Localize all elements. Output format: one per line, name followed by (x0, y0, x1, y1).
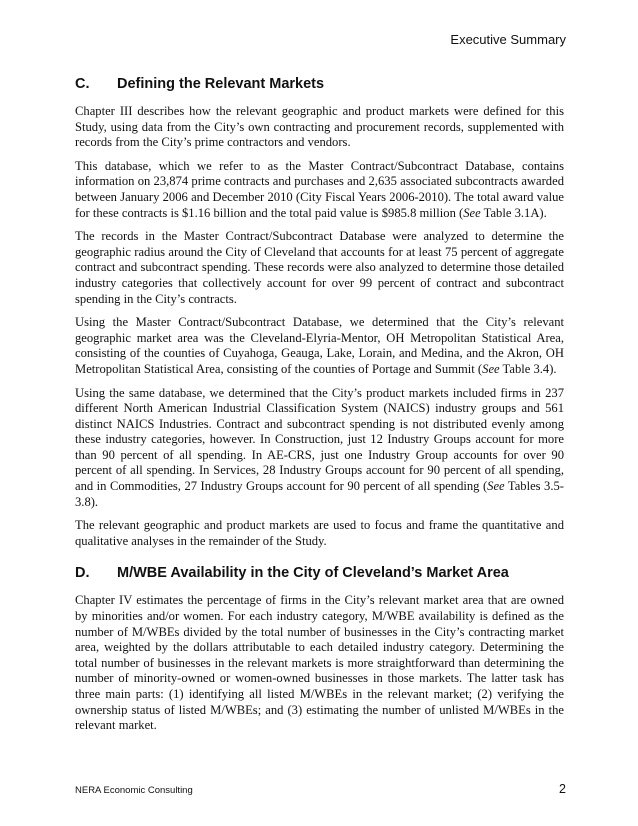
section-title: M/WBE Availability in the City of Cleveland’s Market Area (117, 565, 509, 582)
paragraph: Chapter III describes how the relevant geographic and product markets were defined for this Study, using data from the City’s own contracting and procurement records, supplemented with records from the City’s prime contractors and vendors. (75, 104, 564, 150)
paragraph: This database, which we refer to as the Master Contract/Subcontract Database, contains information on 23,874 prime contracts and purchases and 2,635 associated subcontracts awarded between January 2006 and December 2010 (City Fiscal Years 2006-2010). The total award value for these contracts is $1.16 billion and the total paid value is $985.8 million (See Table 3.1A). (75, 158, 564, 220)
footer-org: NERA Economic Consulting (75, 785, 193, 796)
section-heading-d (75, 565, 564, 581)
page-footer (75, 782, 566, 796)
paragraph: The records in the Master Contract/Subcontract Database were analyzed to determine the geographic radius around the City of Cleveland that accounts for at least 75 percent of aggregate contract and subcontract spending. These records were also analyzed to determine those detailed industry categories that collectively account for over 99 percent of contract and subcontract spending in the City’s contracts. (75, 229, 564, 306)
page-number: 2 (559, 782, 566, 796)
paragraph: The relevant geographic and product markets are used to focus and frame the quantitative and qualitative analyses in the remainder of the Study. (75, 518, 564, 548)
paragraph: Using the Master Contract/Subcontract Database, we determined that the City’s relevant geographic market area was the Cleveland-Elyria-Mentor, OH Metropolitan Statistical Area, consisting of the counties of Cuyahoga, Geauga, Lake, Lorain, and Medina, and the Akron, OH Metropolitan Statistical Area, consisting of the counties of Portage and Summit (See Table 3.4). (75, 315, 564, 376)
paragraph: Chapter IV estimates the percentage of firms in the City’s relevant market area that are owned by minorities and/or women. For each industry category, M/WBE availability is defined as the number of M/WBEs divided by the total number of businesses in the City’s contracting market area, weighted by the dollars attributable to each detailed industry category. Determining the total number of businesses in the relevant markets is more straightforward than determining the number of minority-owned or women-owned businesses in those markets. The latter task has three main parts: (1) identifying all listed M/WBEs in the relevant market; (2) verifying the ownership status of listed M/WBEs; and (3) estimating the number of unlisted M/WBEs in the relevant market. (75, 593, 564, 733)
running-header: Executive Summary (450, 32, 566, 47)
section-label: C. (75, 76, 90, 92)
page-content (75, 76, 564, 742)
section-title: Defining the Relevant Markets (117, 76, 325, 92)
paragraph: Using the same database, we determined that the City’s product markets included firms in 237 different North American Industrial Classification System (NAICS) industry groups and 561 distinct NAICS Industries. Contract and subcontract spending is not distributed evenly among these industry categories, however. In Construction, just 12 Industry Groups account for more than 90 percent of all spending. In AE-CRS, just one Industry Group accounts for over 90 percent of all spending. In Services, 28 Industry Groups account for 90 percent of all spending, and in Commodities, 27 Industry Groups account for 90 percent of all spending (See Tables 3.5-3.8). (75, 385, 564, 509)
section-heading-c (75, 76, 564, 92)
section-label: D. (75, 565, 90, 582)
